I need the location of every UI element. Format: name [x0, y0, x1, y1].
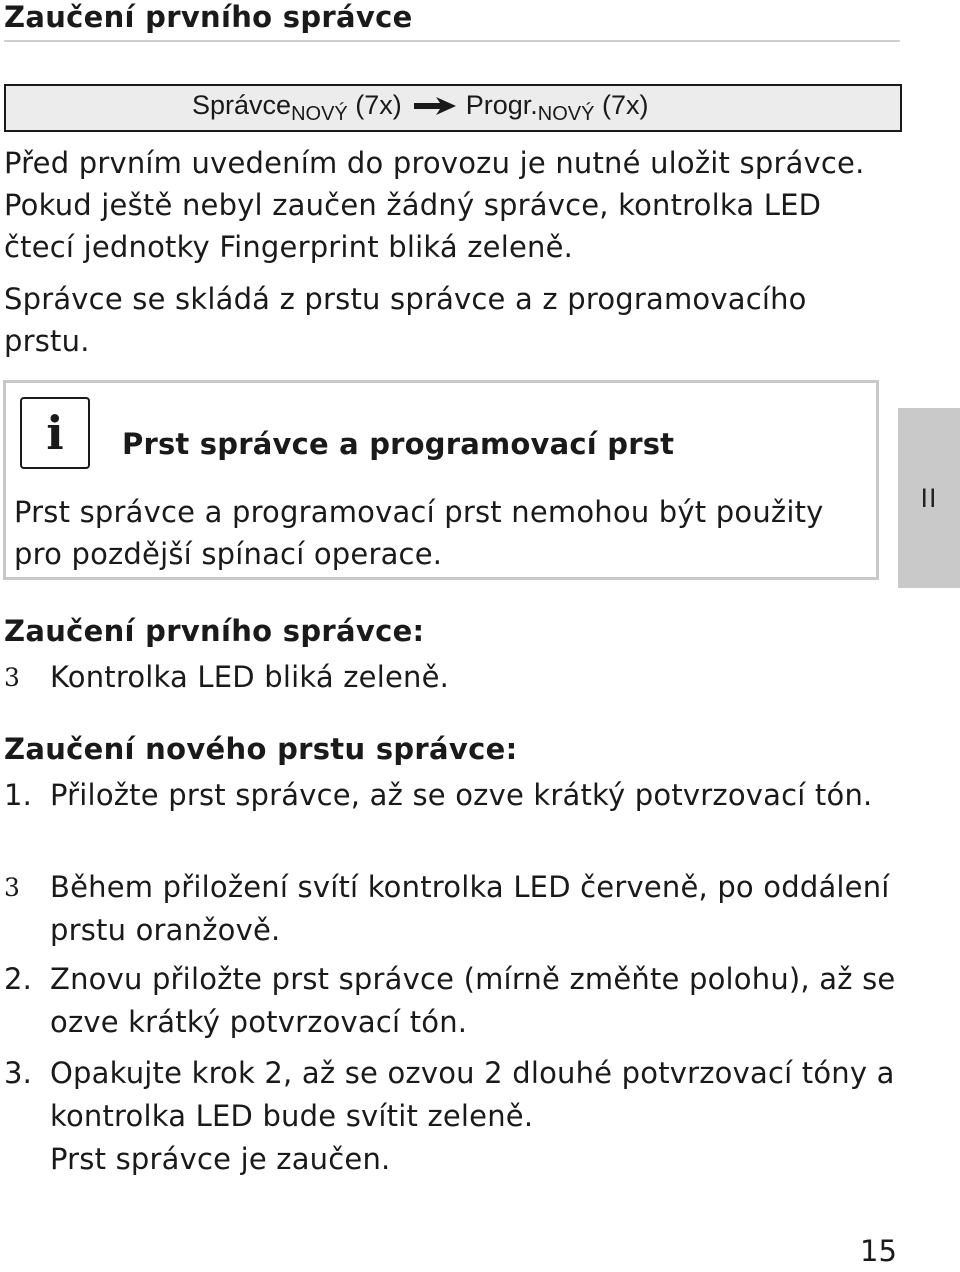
right-arrow-icon	[414, 91, 456, 122]
list-item	[4, 958, 904, 1044]
intro-paragraph-2: Správce se skládá z prstu správce a z programovacího prstu.	[4, 282, 807, 358]
title-divider	[4, 40, 900, 42]
page-title: Zaučení prvního správce	[4, 0, 413, 34]
sequence-admin-count: (7x)	[347, 90, 402, 120]
list-item	[4, 1052, 904, 1181]
info-title: Prst správce a programovací prst	[122, 427, 675, 461]
programming-sequence-box	[4, 84, 902, 132]
step-number: 2.	[4, 962, 33, 996]
page-number: 15	[860, 1234, 897, 1268]
result-bullet-marker: 3	[4, 663, 21, 692]
list-item	[4, 656, 904, 699]
info-text: Prst správce a programovací prst nemohou být použity pro pozdější spínací operace.	[14, 495, 824, 571]
sequence-progr-label: Progr.	[465, 90, 538, 120]
list-item-text: Přiložte prst správce, až se ozve krátký potvrzovací tón.	[50, 778, 873, 812]
section-heading-new-admin: Zaučení nového prstu správce:	[4, 732, 518, 766]
intro-paragraph-1: Před prvním uvedením do provozu je nutné uložit správce. Pokud ještě nebyl zaučen žádný správce, kontrolka LED čtecí jednotky Fingerprint bliká zeleně.	[4, 146, 865, 264]
programming-sequence	[192, 90, 648, 126]
result-bullet-marker: 3	[4, 873, 21, 902]
final-result-text: Prst správce je zaučen.	[50, 1142, 391, 1176]
step-number: 3.	[4, 1056, 33, 1090]
list-item-text: Kontrolka LED bliká zeleně.	[50, 660, 450, 694]
list-item-text: Opakujte krok 2, až se ozvou 2 dlouhé potvrzovací tóny a kontrolka LED bude svítit zeleně.	[50, 1056, 895, 1133]
sequence-admin-label: Správce	[192, 90, 292, 120]
info-box	[3, 380, 879, 580]
sequence-progr-count: (7x)	[594, 90, 649, 120]
list-item-text: Znovu přiložte prst správce (mírně změňte polohu), až se ozve krátký potvrzovací tón.	[50, 962, 896, 1039]
section-heading-first-admin: Zaučení prvního správce:	[4, 614, 425, 648]
step-number: 1.	[4, 778, 33, 812]
sequence-progr-sub: NOVÝ	[537, 103, 595, 125]
list-item	[4, 866, 904, 952]
info-icon: i	[20, 397, 90, 469]
list-item-text: Během přiložení svítí kontrolka LED červeně, po oddálení prstu oranžově.	[50, 870, 890, 947]
sequence-admin-sub: NOVÝ	[291, 103, 348, 125]
chapter-side-tab: II	[898, 408, 960, 588]
list-item	[4, 774, 904, 817]
